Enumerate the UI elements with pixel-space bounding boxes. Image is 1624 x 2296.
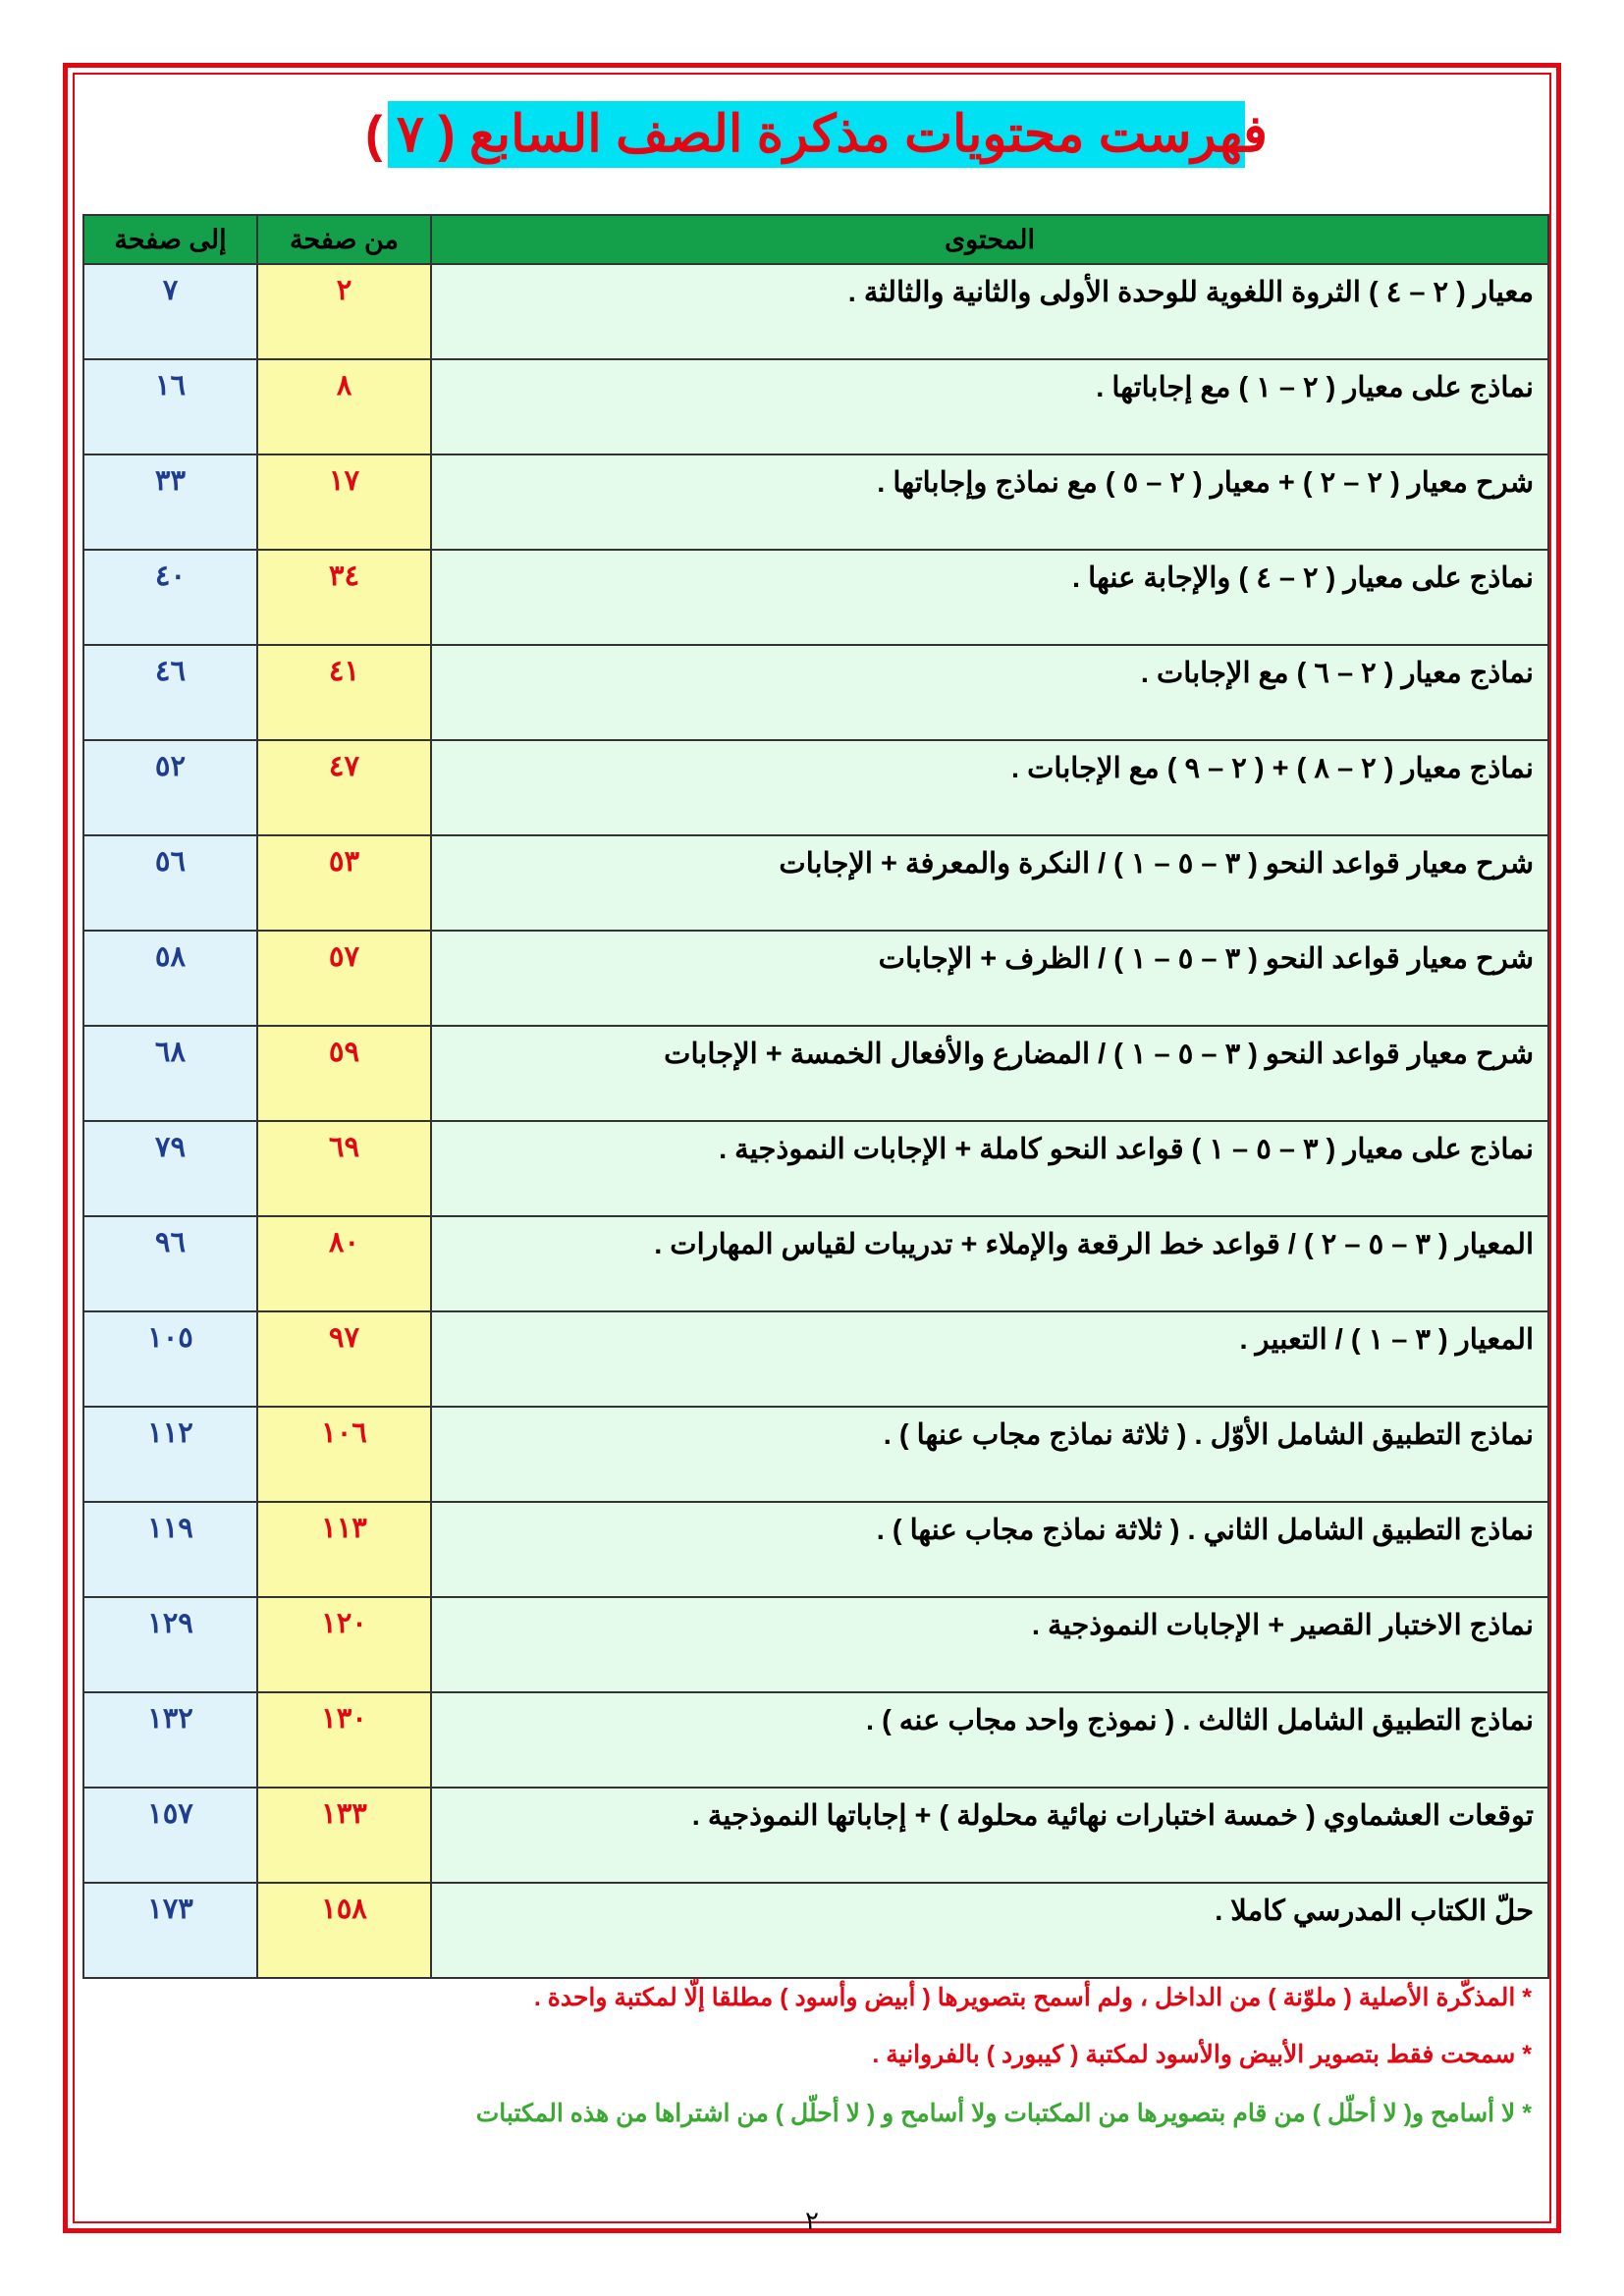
from-page-cell: ١٧ [257, 454, 431, 550]
content-cell: شرح معيار قواعد النحو ( ٣ – ٥ – ١ ) / الظرف + الإجابات [431, 931, 1548, 1026]
to-page-cell: ١٣٢ [83, 1692, 257, 1788]
from-page-cell: ١٣٣ [257, 1788, 431, 1883]
content-cell: نماذج الاختبار القصير + الإجابات النموذجية . [431, 1597, 1548, 1692]
from-page-cell: ١٣٠ [257, 1692, 431, 1788]
to-page-cell: ١٠٥ [83, 1311, 257, 1407]
to-page-cell: ١٧٣ [83, 1883, 257, 1978]
from-page-cell: ٨ [257, 359, 431, 454]
to-page-cell: ١١٢ [83, 1407, 257, 1502]
to-page-cell: ٩٦ [83, 1216, 257, 1311]
content-cell: شرح معيار قواعد النحو ( ٣ – ٥ – ١ ) / المضارع والأفعال الخمسة + الإجابات [431, 1026, 1548, 1121]
to-page-cell: ٧٩ [83, 1121, 257, 1216]
to-page-cell: ٤٠ [83, 550, 257, 645]
from-page-cell: ١٥٨ [257, 1883, 431, 1978]
from-page-cell: ٥٣ [257, 835, 431, 931]
content-cell: توقعات العشماوي ( خمسة اختبارات نهائية محلولة ) + إجاباتها النموذجية . [431, 1788, 1548, 1883]
from-page-cell: ٥٧ [257, 931, 431, 1026]
note-original-colored: * المذكّرة الأصلية ( ملوّنة ) من الداخل ، ولم أسمح بتصويرها ( أبيض وأسود ) مطلقا إلّا لمكتبة واحدة . [533, 1984, 1532, 2011]
table-row [83, 359, 1548, 454]
from-page-cell: ١٠٦ [257, 1407, 431, 1502]
table-body [83, 264, 1548, 1978]
from-page-cell: ٦٩ [257, 1121, 431, 1216]
table-row [83, 1692, 1548, 1788]
table-row [83, 1502, 1548, 1597]
table-row [83, 264, 1548, 359]
from-page-cell: ١١٣ [257, 1502, 431, 1597]
content-cell: نماذج على معيار ( ٣ – ٥ – ١ ) قواعد النحو كاملة + الإجابات النموذجية . [431, 1121, 1548, 1216]
from-page-cell: ٣٤ [257, 550, 431, 645]
content-cell: معيار ( ٢ – ٤ ) الثروة اللغوية للوحدة الأولى والثانية والثالثة . [431, 264, 1548, 359]
note-photocopy-permission: * سمحت فقط بتصوير الأبيض والأسود لمكتبة ( كيبورد ) بالفروانية . [872, 2041, 1532, 2068]
content-cell: نماذج معيار ( ٢ – ٦ ) مع الإجابات . [431, 645, 1548, 740]
table-row [83, 1597, 1548, 1692]
to-page-cell: ٦٨ [83, 1026, 257, 1121]
content-cell: نماذج التطبيق الشامل الثالث . ( نموذج واحد مجاب عنه ) . [431, 1692, 1548, 1788]
content-cell: شرح معيار ( ٢ – ٢ ) + معيار ( ٢ – ٥ ) مع نماذج وإجاباتها . [431, 454, 1548, 550]
content-cell: نماذج التطبيق الشامل الأوّل . ( ثلاثة نماذج مجاب عنها ) . [431, 1407, 1548, 1502]
table-row [83, 835, 1548, 931]
table-row [83, 1216, 1548, 1311]
content-cell: المعيار ( ٣ – ١ ) / التعبير . [431, 1311, 1548, 1407]
to-page-cell: ١١٩ [83, 1502, 257, 1597]
from-page-cell: ٩٧ [257, 1311, 431, 1407]
header-to-page: إلى صفحة [83, 215, 257, 264]
to-page-cell: ١٢٩ [83, 1597, 257, 1692]
content-cell: نماذج على معيار ( ٢ – ١ ) مع إجاباتها . [431, 359, 1548, 454]
table-header-row [83, 215, 1548, 264]
table-row [83, 740, 1548, 835]
table-row [83, 1407, 1548, 1502]
contents-table [82, 214, 1549, 1979]
to-page-cell: ١٥٧ [83, 1788, 257, 1883]
table-row [83, 931, 1548, 1026]
table-row [83, 454, 1548, 550]
to-page-cell: ٧ [83, 264, 257, 359]
note-no-forgiveness: * لا أسامح و( لا أحلّل ) من قام بتصويرها من المكتبات ولا أسامح و ( لا أحلّل ) من اشتراها من هذه المكتبات [475, 2100, 1532, 2127]
from-page-cell: ٥٩ [257, 1026, 431, 1121]
table-row [83, 1311, 1548, 1407]
table-row [83, 1883, 1548, 1978]
table-row [83, 1121, 1548, 1216]
to-page-cell: ٤٦ [83, 645, 257, 740]
content-cell: المعيار ( ٣ – ٥ – ٢ ) / قواعد خط الرقعة والإملاء + تدريبات لقياس المهارات . [431, 1216, 1548, 1311]
to-page-cell: ٥٦ [83, 835, 257, 931]
page-title: فهرست محتويات مذكرة الصف السابع ( ٧ ) [365, 106, 1268, 163]
title-banner [365, 101, 1268, 168]
from-page-cell: ٤١ [257, 645, 431, 740]
table-row [83, 645, 1548, 740]
content-cell: نماذج على معيار ( ٢ – ٤ ) والإجابة عنها . [431, 550, 1548, 645]
content-cell: شرح معيار قواعد النحو ( ٣ – ٥ – ١ ) / النكرة والمعرفة + الإجابات [431, 835, 1548, 931]
table-row [83, 550, 1548, 645]
header-from-page: من صفحة [257, 215, 431, 264]
from-page-cell: ٢ [257, 264, 431, 359]
from-page-cell: ٤٧ [257, 740, 431, 835]
header-content: المحتوى [431, 215, 1548, 264]
table-row [83, 1026, 1548, 1121]
content-cell: حلّ الكتاب المدرسي كاملا . [431, 1883, 1548, 1978]
from-page-cell: ٨٠ [257, 1216, 431, 1311]
to-page-cell: ٣٣ [83, 454, 257, 550]
page-number: ٢ [805, 2207, 819, 2235]
from-page-cell: ١٢٠ [257, 1597, 431, 1692]
content-cell: نماذج معيار ( ٢ – ٨ ) + ( ٢ – ٩ ) مع الإجابات . [431, 740, 1548, 835]
content-cell: نماذج التطبيق الشامل الثاني . ( ثلاثة نماذج مجاب عنها ) . [431, 1502, 1548, 1597]
to-page-cell: ١٦ [83, 359, 257, 454]
table-row [83, 1788, 1548, 1883]
to-page-cell: ٥٨ [83, 931, 257, 1026]
to-page-cell: ٥٢ [83, 740, 257, 835]
